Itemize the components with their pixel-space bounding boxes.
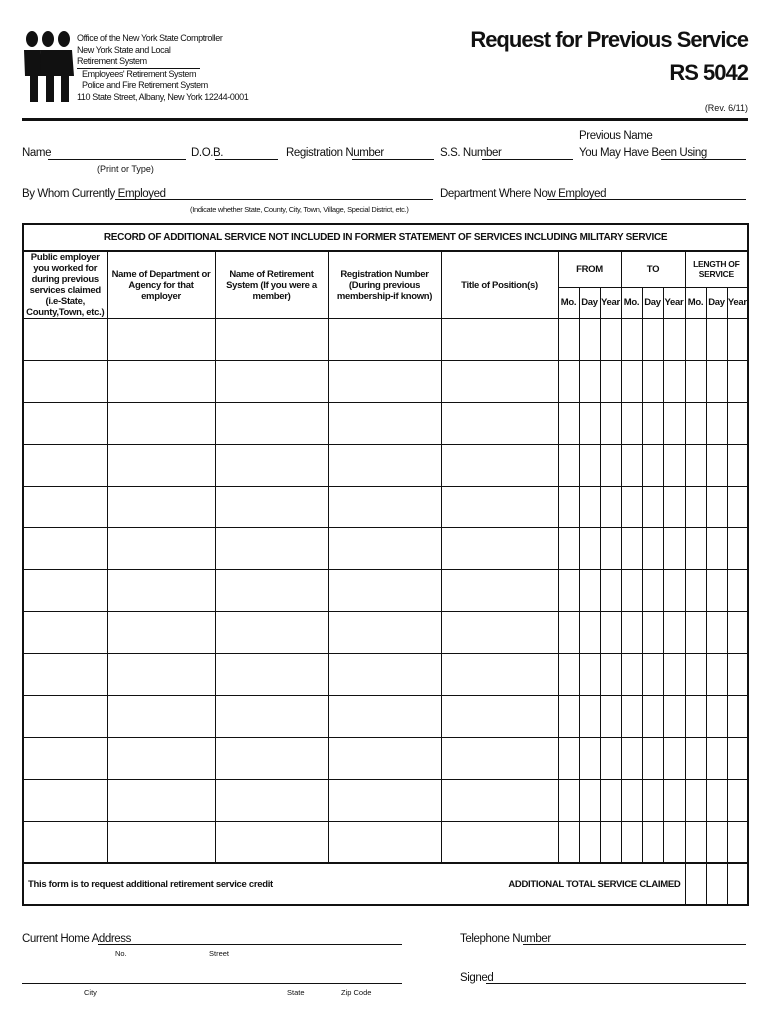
table-row <box>23 486 748 528</box>
entry-cell[interactable] <box>23 570 107 612</box>
entry-cell[interactable] <box>441 570 558 612</box>
entry-cell[interactable] <box>600 486 621 528</box>
entry-cell[interactable] <box>441 528 558 570</box>
entry-cell[interactable] <box>685 402 706 444</box>
employer-label: By Whom Currently Employed <box>22 188 166 200</box>
entry-cell[interactable] <box>663 696 685 738</box>
entry-cell[interactable] <box>107 444 215 486</box>
length-month-header: Mo. <box>685 287 706 318</box>
entry-cell[interactable] <box>600 737 621 779</box>
table-row <box>23 528 748 570</box>
entry-cell[interactable] <box>558 319 579 361</box>
length-day-header: Day <box>706 287 727 318</box>
entry-cell[interactable] <box>215 319 328 361</box>
entry-cell[interactable] <box>706 444 727 486</box>
entry-cell[interactable] <box>727 319 748 361</box>
entry-cell[interactable] <box>23 444 107 486</box>
entry-cell[interactable] <box>558 654 579 696</box>
entry-cell[interactable] <box>727 821 748 863</box>
entry-cell[interactable] <box>663 402 685 444</box>
city-state-zip-field[interactable] <box>22 983 402 984</box>
entry-cell[interactable] <box>579 821 600 863</box>
dob-label: D.O.B. <box>191 147 224 159</box>
form-title: Request for Previous Service <box>470 27 748 52</box>
entry-cell[interactable] <box>706 654 727 696</box>
entry-cell[interactable] <box>215 612 328 654</box>
entry-cell[interactable] <box>621 696 642 738</box>
entry-cell[interactable] <box>706 612 727 654</box>
entry-cell[interactable] <box>685 319 706 361</box>
entry-cell[interactable] <box>215 779 328 821</box>
entry-cell[interactable] <box>441 486 558 528</box>
entry-cell[interactable] <box>621 737 642 779</box>
entry-cell[interactable] <box>600 402 621 444</box>
table-row <box>23 319 748 361</box>
entry-cell[interactable] <box>107 737 215 779</box>
entry-cell[interactable] <box>215 821 328 863</box>
entry-cell[interactable] <box>107 821 215 863</box>
table-row <box>23 737 748 779</box>
entry-cell[interactable] <box>642 528 663 570</box>
entry-cell[interactable] <box>558 570 579 612</box>
telephone-label: Telephone Number <box>460 933 551 945</box>
entry-cell[interactable] <box>558 402 579 444</box>
table-row <box>23 402 748 444</box>
entry-cell[interactable] <box>215 737 328 779</box>
entry-cell[interactable] <box>558 821 579 863</box>
telephone-field[interactable] <box>523 944 746 945</box>
dob-field[interactable] <box>215 159 278 160</box>
entry-cell[interactable] <box>23 528 107 570</box>
home-address-field[interactable] <box>98 944 402 945</box>
entry-cell[interactable] <box>441 654 558 696</box>
entry-cell[interactable] <box>558 528 579 570</box>
ss-number-field[interactable] <box>482 159 573 160</box>
table-row <box>23 696 748 738</box>
department-field[interactable] <box>547 199 746 200</box>
entry-cell[interactable] <box>441 360 558 402</box>
signature-field[interactable] <box>486 983 746 984</box>
entry-cell[interactable] <box>215 528 328 570</box>
entry-cell[interactable] <box>579 402 600 444</box>
total-month-cell[interactable] <box>685 863 706 905</box>
previous-name-field[interactable] <box>661 159 746 160</box>
entry-cell[interactable] <box>107 570 215 612</box>
entry-cell[interactable] <box>579 528 600 570</box>
name-field[interactable] <box>48 159 186 160</box>
entry-cell[interactable] <box>558 486 579 528</box>
entry-cell[interactable] <box>600 821 621 863</box>
entry-cell[interactable] <box>642 696 663 738</box>
entry-cell[interactable] <box>579 319 600 361</box>
to-day-header: Day <box>642 287 663 318</box>
entry-cell[interactable] <box>579 444 600 486</box>
entry-cell[interactable] <box>441 696 558 738</box>
previous-name-label: Previous Name <box>579 130 653 142</box>
entry-cell[interactable] <box>107 612 215 654</box>
total-year-cell[interactable] <box>727 863 748 905</box>
entry-cell[interactable] <box>727 486 748 528</box>
retirement-system-logo <box>22 30 74 102</box>
to-group-header: TO <box>621 251 685 287</box>
entry-cell[interactable] <box>600 654 621 696</box>
entry-cell[interactable] <box>642 737 663 779</box>
entry-cell[interactable] <box>328 779 441 821</box>
entry-cell[interactable] <box>706 737 727 779</box>
entry-cell[interactable] <box>706 360 727 402</box>
name-label: Name <box>22 147 52 159</box>
registration-number-label: Registration Number <box>286 147 384 159</box>
entry-cell[interactable] <box>685 486 706 528</box>
entry-cell[interactable] <box>441 821 558 863</box>
entry-cell[interactable] <box>107 319 215 361</box>
entry-cell[interactable] <box>663 360 685 402</box>
total-service-label: ADDITIONAL TOTAL SERVICE CLAIMED <box>508 879 681 891</box>
form-number: RS 5042 <box>669 60 748 85</box>
entry-cell[interactable] <box>579 654 600 696</box>
office-line: New York State and Local Retirement System <box>77 45 200 69</box>
entry-cell[interactable] <box>727 444 748 486</box>
signed-label: Signed <box>460 972 494 984</box>
entry-cell[interactable] <box>685 821 706 863</box>
no-hint: No. <box>115 949 127 958</box>
entry-cell[interactable] <box>23 612 107 654</box>
entry-cell[interactable] <box>215 360 328 402</box>
entry-cell[interactable] <box>642 402 663 444</box>
employer-hint: (Indicate whether State, County, City, Town, Village, Special District, etc.) <box>190 205 409 214</box>
entry-cell[interactable] <box>328 612 441 654</box>
print-or-type-hint: (Print or Type) <box>97 164 154 174</box>
entry-cell[interactable] <box>663 737 685 779</box>
entry-cell[interactable] <box>727 779 748 821</box>
entry-cell[interactable] <box>727 570 748 612</box>
entry-cell[interactable] <box>558 360 579 402</box>
department-label: Department Where Now Employed <box>440 188 607 200</box>
entry-cell[interactable] <box>642 654 663 696</box>
table-footer <box>23 863 685 905</box>
entry-cell[interactable] <box>23 654 107 696</box>
entry-cell[interactable] <box>727 654 748 696</box>
table-title: RECORD OF ADDITIONAL SERVICE NOT INCLUDED IN FORMER STATEMENT OF SERVICES INCLUDING MILITARY SERVICE <box>23 224 748 251</box>
entry-cell[interactable] <box>663 821 685 863</box>
entry-cell[interactable] <box>579 612 600 654</box>
to-year-header: Year <box>663 287 685 318</box>
entry-cell[interactable] <box>706 402 727 444</box>
entry-cell[interactable] <box>328 654 441 696</box>
registration-number-field[interactable] <box>352 159 434 160</box>
entry-cell[interactable] <box>23 319 107 361</box>
entry-cell[interactable] <box>600 528 621 570</box>
entry-cell[interactable] <box>685 779 706 821</box>
col-title-header: Title of Position(s) <box>441 251 558 319</box>
entry-cell[interactable] <box>685 654 706 696</box>
length-year-header: Year <box>727 287 748 318</box>
entry-cell[interactable] <box>600 779 621 821</box>
entry-cell[interactable] <box>727 612 748 654</box>
entry-cell[interactable] <box>663 444 685 486</box>
entry-cell[interactable] <box>621 402 642 444</box>
entry-cell[interactable] <box>558 612 579 654</box>
from-year-header: Year <box>600 287 621 318</box>
entry-cell[interactable] <box>642 319 663 361</box>
entry-cell[interactable] <box>23 402 107 444</box>
entry-cell[interactable] <box>23 360 107 402</box>
entry-cell[interactable] <box>558 696 579 738</box>
entry-cell[interactable] <box>621 486 642 528</box>
entry-cell[interactable] <box>727 528 748 570</box>
entry-cell[interactable] <box>328 737 441 779</box>
entry-cell[interactable] <box>685 570 706 612</box>
entry-cell[interactable] <box>23 821 107 863</box>
entry-cell[interactable] <box>107 528 215 570</box>
entry-cell[interactable] <box>328 486 441 528</box>
entry-cell[interactable] <box>642 444 663 486</box>
table-row <box>23 779 748 821</box>
col-registration-header: Registration Number (During previous membership-if known) <box>328 251 441 319</box>
entry-cell[interactable] <box>685 360 706 402</box>
entry-cell[interactable] <box>621 528 642 570</box>
entry-cell[interactable] <box>706 528 727 570</box>
entry-cell[interactable] <box>328 360 441 402</box>
entry-cell[interactable] <box>328 319 441 361</box>
office-line: 110 State Street, Albany, New York 12244-0001 <box>77 91 249 102</box>
entry-cell[interactable] <box>579 696 600 738</box>
entry-cell[interactable] <box>23 737 107 779</box>
entry-cell[interactable] <box>600 570 621 612</box>
entry-cell[interactable] <box>706 821 727 863</box>
entry-cell[interactable] <box>328 528 441 570</box>
entry-cell[interactable] <box>600 696 621 738</box>
entry-cell[interactable] <box>706 570 727 612</box>
entry-cell[interactable] <box>558 444 579 486</box>
entry-cell[interactable] <box>579 737 600 779</box>
col-department-header: Name of Department or Agency for that employer <box>107 251 215 319</box>
entry-cell[interactable] <box>328 444 441 486</box>
entry-cell[interactable] <box>328 402 441 444</box>
entry-cell[interactable] <box>621 319 642 361</box>
entry-cell[interactable] <box>663 779 685 821</box>
from-month-header: Mo. <box>558 287 579 318</box>
zip-hint: Zip Code <box>341 988 372 997</box>
entry-cell[interactable] <box>107 654 215 696</box>
entry-cell[interactable] <box>642 821 663 863</box>
entry-cell[interactable] <box>441 402 558 444</box>
ss-number-label: S.S. Number <box>440 147 502 159</box>
state-hint: State <box>287 988 305 997</box>
entry-cell[interactable] <box>727 360 748 402</box>
entry-cell[interactable] <box>621 821 642 863</box>
length-group-header: LENGTH OF SERVICE <box>685 251 748 287</box>
entry-cell[interactable] <box>685 528 706 570</box>
table-row <box>23 360 748 402</box>
entry-cell[interactable] <box>215 654 328 696</box>
entry-cell[interactable] <box>215 444 328 486</box>
entry-cell[interactable] <box>441 779 558 821</box>
entry-cell[interactable] <box>23 486 107 528</box>
office-address-block <box>77 33 248 103</box>
entry-cell[interactable] <box>328 570 441 612</box>
table-row <box>23 654 748 696</box>
entry-cell[interactable] <box>642 570 663 612</box>
table-row <box>23 821 748 863</box>
entry-cell[interactable] <box>441 612 558 654</box>
entry-cell[interactable] <box>579 486 600 528</box>
entry-cell[interactable] <box>685 696 706 738</box>
total-day-cell[interactable] <box>706 863 727 905</box>
header-divider <box>22 118 748 121</box>
city-hint: City <box>84 988 97 997</box>
entry-cell[interactable] <box>600 444 621 486</box>
entry-cell[interactable] <box>685 737 706 779</box>
entry-cell[interactable] <box>706 319 727 361</box>
street-hint: Street <box>209 949 230 958</box>
entry-cell[interactable] <box>558 737 579 779</box>
entry-cell[interactable] <box>685 612 706 654</box>
home-address-label: Current Home Address <box>22 933 131 945</box>
entry-cell[interactable] <box>706 696 727 738</box>
entry-cell[interactable] <box>621 779 642 821</box>
entry-cell[interactable] <box>328 696 441 738</box>
office-line: Police and Fire Retirement System <box>82 80 208 90</box>
table-row <box>23 444 748 486</box>
entry-cell[interactable] <box>215 486 328 528</box>
entry-cell[interactable] <box>215 402 328 444</box>
entry-cell[interactable] <box>663 570 685 612</box>
from-group-header: FROM <box>558 251 621 287</box>
entry-cell[interactable] <box>23 696 107 738</box>
entry-cell[interactable] <box>621 360 642 402</box>
entry-cell[interactable] <box>663 654 685 696</box>
entry-cell[interactable] <box>107 696 215 738</box>
entry-cell[interactable] <box>642 612 663 654</box>
entry-cell[interactable] <box>706 486 727 528</box>
entry-cell[interactable] <box>107 360 215 402</box>
entry-cell[interactable] <box>663 319 685 361</box>
entry-cell[interactable] <box>642 360 663 402</box>
office-line: Employees' Retirement System <box>82 68 197 79</box>
entry-cell[interactable] <box>23 779 107 821</box>
col-system-header: Name of Retirement System (If you were a member) <box>215 251 328 319</box>
entry-cell[interactable] <box>727 737 748 779</box>
entry-cell[interactable] <box>685 444 706 486</box>
entry-cell[interactable] <box>107 779 215 821</box>
from-day-header: Day <box>579 287 600 318</box>
entry-cell[interactable] <box>600 319 621 361</box>
entry-cell[interactable] <box>107 486 215 528</box>
entry-cell[interactable] <box>663 528 685 570</box>
entry-cell[interactable] <box>621 612 642 654</box>
entry-cell[interactable] <box>107 402 215 444</box>
entry-cell[interactable] <box>579 779 600 821</box>
table-row <box>23 570 748 612</box>
entry-cell[interactable] <box>621 654 642 696</box>
table-row <box>23 612 748 654</box>
entry-cell[interactable] <box>642 779 663 821</box>
entry-cell[interactable] <box>727 696 748 738</box>
entry-cell[interactable] <box>579 360 600 402</box>
employer-field[interactable] <box>115 199 433 200</box>
entry-cell[interactable] <box>706 779 727 821</box>
office-line: Office of the New York State Comptroller <box>77 33 223 43</box>
entry-cell[interactable] <box>621 444 642 486</box>
entry-cell[interactable] <box>600 360 621 402</box>
entry-cell[interactable] <box>579 570 600 612</box>
entry-cell[interactable] <box>558 779 579 821</box>
to-month-header: Mo. <box>621 287 642 318</box>
entry-cell[interactable] <box>727 402 748 444</box>
previous-name-label-2: You May Have Been Using <box>579 147 707 159</box>
entry-cell[interactable] <box>600 612 621 654</box>
entry-cell[interactable] <box>441 737 558 779</box>
entry-cell[interactable] <box>215 696 328 738</box>
col-employer-header: Public employer you worked for during previous services claimed (i.e-State, County,Town, etc.) <box>23 251 107 319</box>
footer-note: This form is to request additional retirement service credit <box>28 879 273 891</box>
entry-cell[interactable] <box>621 570 642 612</box>
entry-cell[interactable] <box>215 570 328 612</box>
revision-date: (Rev. 6/11) <box>704 103 748 113</box>
entry-cell[interactable] <box>663 612 685 654</box>
service-record-table <box>22 223 749 906</box>
entry-cell[interactable] <box>663 486 685 528</box>
entry-cell[interactable] <box>441 444 558 486</box>
entry-cell[interactable] <box>328 821 441 863</box>
entry-cell[interactable] <box>441 319 558 361</box>
entry-cell[interactable] <box>642 486 663 528</box>
